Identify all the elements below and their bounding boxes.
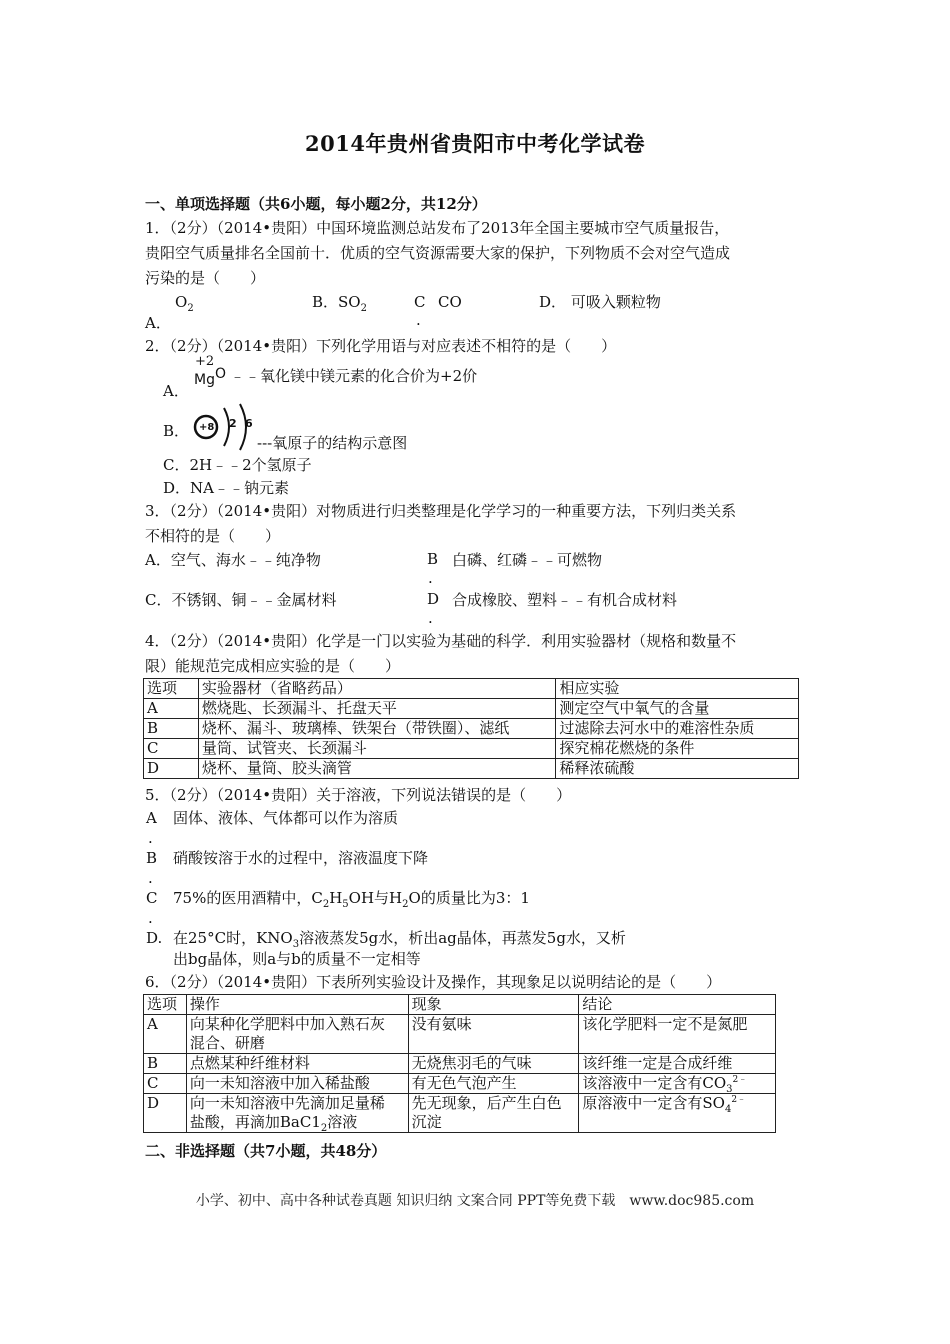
q2-option-d: D．NA﹣﹣钠元素 [163,479,289,497]
table-cell: 稀释浓硫酸 [556,759,799,779]
q3-option-d: 合成橡胶、塑料﹣﹣有机合成材料 [452,591,678,609]
table-row [144,1054,776,1074]
q4-table [143,678,799,779]
q2-option-a-text: ﹣﹣氧化镁中镁元素的化合价为+2价 [230,367,478,385]
section-heading-1: 一、单项选择题（共6小题，每小题2分，共12分） [145,195,487,213]
section-heading-2: 二、非选择题（共7小题，共48分） [145,1142,387,1160]
q3-option-c: C．不锈钢、铜﹣﹣金属材料 [145,591,337,609]
table-cell: A [144,699,199,719]
table-cell: 原溶液中一定含有$SO_4^{2﹣}$ [579,1094,776,1133]
table-cell: B [144,1054,187,1074]
q5-option-c: 75%的医用酒精中，$C_2H_5OH$与$H_2O$的质量比为3：1 [173,889,530,910]
q6-stem: 6．（2分）（2014•贵阳）下表所列实验设计及操作，其现象足以说明结论的是（ ） [145,973,722,991]
q1-option-c: CO [438,293,462,311]
q4-stem-line1: 4．（2分）（2014•贵阳）化学是一门以实验为基础的科学．利用实验器材（规格和数量不 [145,632,737,650]
table-cell: 向某种化学肥料中加入熟石灰 混合、研磨 [186,1015,408,1054]
page-title: 2014年贵州省贵阳市中考化学试卷 [305,131,645,156]
table-cell: C [144,739,199,759]
q2-option-a-label: A． [163,382,189,400]
q5-option-a: 固体、液体、气体都可以作为溶质 [173,809,399,827]
table-cell: 向一未知溶液中加入稀盐酸 [186,1074,408,1094]
table-row [144,1074,776,1094]
table-row [144,1094,776,1133]
table-cell: 该纤维一定是合成纤维 [579,1054,776,1074]
q5-option-d-line1: 在25°C时，$KNO_3$溶液蒸发5g水，析出ag晶体，再蒸发5g水，又析 [173,929,626,950]
q5-option-c-dot: . [148,909,153,927]
q2-option-b-text: ---氧原子的结构示意图 [257,434,408,452]
q3-option-b-label: B [427,550,439,568]
table-header: 选项 [144,995,187,1015]
table-header: 选项 [144,679,199,699]
q2-formula: MgO [194,366,226,388]
table-cell: 测定空气中氧气的含量 [556,699,799,719]
q1-option-a-label: A． [145,314,171,332]
q5-option-b-dot: . [148,869,153,887]
table-row [144,759,799,779]
table-cell: 有无色气泡产生 [408,1074,579,1094]
q5-stem: 5．（2分）（2014•贵阳）关于溶液，下列说法错误的是（ ） [145,786,572,804]
q6-table [143,994,776,1133]
table-cell: 燃烧匙、长颈漏斗、托盘天平 [198,699,556,719]
table-cell: 烧杯、量筒、胶头滴管 [198,759,556,779]
q1-stem-line2: 贵阳空气质量排名全国前十．优质的空气资源需要大家的保护，下列物质不会对空气造成 [145,244,731,262]
page-footer: 小学、初中、高中各种试卷真题 知识归纳 文案合同 PPT等免费下载 www.doc985.com [195,1193,755,1209]
shell1-count: 2 [229,417,237,430]
q3-option-d-dot: . [428,609,433,627]
q5-option-c-label: C [146,889,158,907]
q3-option-d-label: D [427,590,440,608]
q5-option-a-label: A [146,809,157,827]
table-header: 现象 [408,995,579,1015]
q1-stem-line1: 1．（2分）（2014•贵阳）中国环境监测总站发布了2013年全国主要城市空气质量报告， [145,219,730,237]
table-cell: D [144,759,199,779]
q1-option-a: $O_2$ [175,293,194,314]
q3-stem-line1: 3．（2分）（2014•贵阳）对物质进行归类整理是化学学习的一种重要方法，下列归类关系 [145,502,737,520]
table-header: 结论 [579,995,776,1015]
q5-option-d-line2: 出bg晶体，则a与b的质量不一定相等 [173,950,421,968]
q2-stem: 2．（2分）（2014•贵阳）下列化学用语与对应表述不相符的是（ ） [145,337,617,355]
table-cell: A [144,1015,187,1054]
table-header-row [144,995,776,1015]
table-cell: 先无现象，后产生白色 沉淀 [408,1094,579,1133]
q1-option-c-dot: . [416,311,421,329]
table-cell: 该化学肥料一定不是氮肥 [579,1015,776,1054]
table-cell: B [144,719,199,739]
q3-stem-line2: 不相符的是（ ） [145,527,281,545]
table-row [144,719,799,739]
table-cell: 过滤除去河水中的难溶性杂质 [556,719,799,739]
q2-option-c: C．2H﹣﹣2个氢原子 [163,456,312,474]
table-cell: 烧杯、漏斗、玻璃棒、铁架台（带铁圈）、滤纸 [198,719,556,739]
table-header: 实验器材（省略药品） [198,679,556,699]
table-cell: 向一未知溶液中先滴加足量稀 盐酸，再滴加$BaC1_2$溶液 [186,1094,408,1133]
q3-option-b-dot: . [428,569,433,587]
table-cell: 没有氨味 [408,1015,579,1054]
table-header: 相应实验 [556,679,799,699]
table-cell: 点燃某种纤维材料 [186,1054,408,1074]
table-cell: 探究棉花燃烧的条件 [556,739,799,759]
table-row [144,739,799,759]
q5-option-d-label: D. [146,929,163,947]
table-cell: 无烧焦羽毛的气味 [408,1054,579,1074]
nucleus-charge: +8 [199,422,215,433]
q5-option-a-dot: . [148,829,153,847]
table-header: 操作 [186,995,408,1015]
q4-stem-line2: 限）能规范完成相应实验的是（ ） [145,657,401,675]
table-row [144,1015,776,1054]
q3-option-a: A．空气、海水﹣﹣纯净物 [145,551,321,569]
q5-option-b-label: B [146,849,158,867]
table-header-row [144,679,799,699]
q3-option-b: 白磷、红磷﹣﹣可燃物 [452,551,603,569]
q1-option-c-label: C [414,293,426,311]
shell2-count: 6 [245,417,253,430]
table-cell: C [144,1074,187,1094]
table-cell: 该溶液中一定含有$CO_3^{2﹣}$ [579,1074,776,1094]
table-cell: D [144,1094,187,1133]
q2-option-b-label: B． [163,422,190,440]
q1-stem-line3: 污染的是（ ） [145,269,266,287]
q5-option-b: 硝酸铵溶于水的过程中，溶液温度下降 [173,849,429,867]
table-cell: 量筒、试管夹、长颈漏斗 [198,739,556,759]
q1-option-b: B．$SO_2$ [312,293,367,314]
q2-valence: +2 [195,354,215,369]
q1-option-d: D． 可吸入颗粒物 [539,293,661,311]
table-row [144,699,799,719]
